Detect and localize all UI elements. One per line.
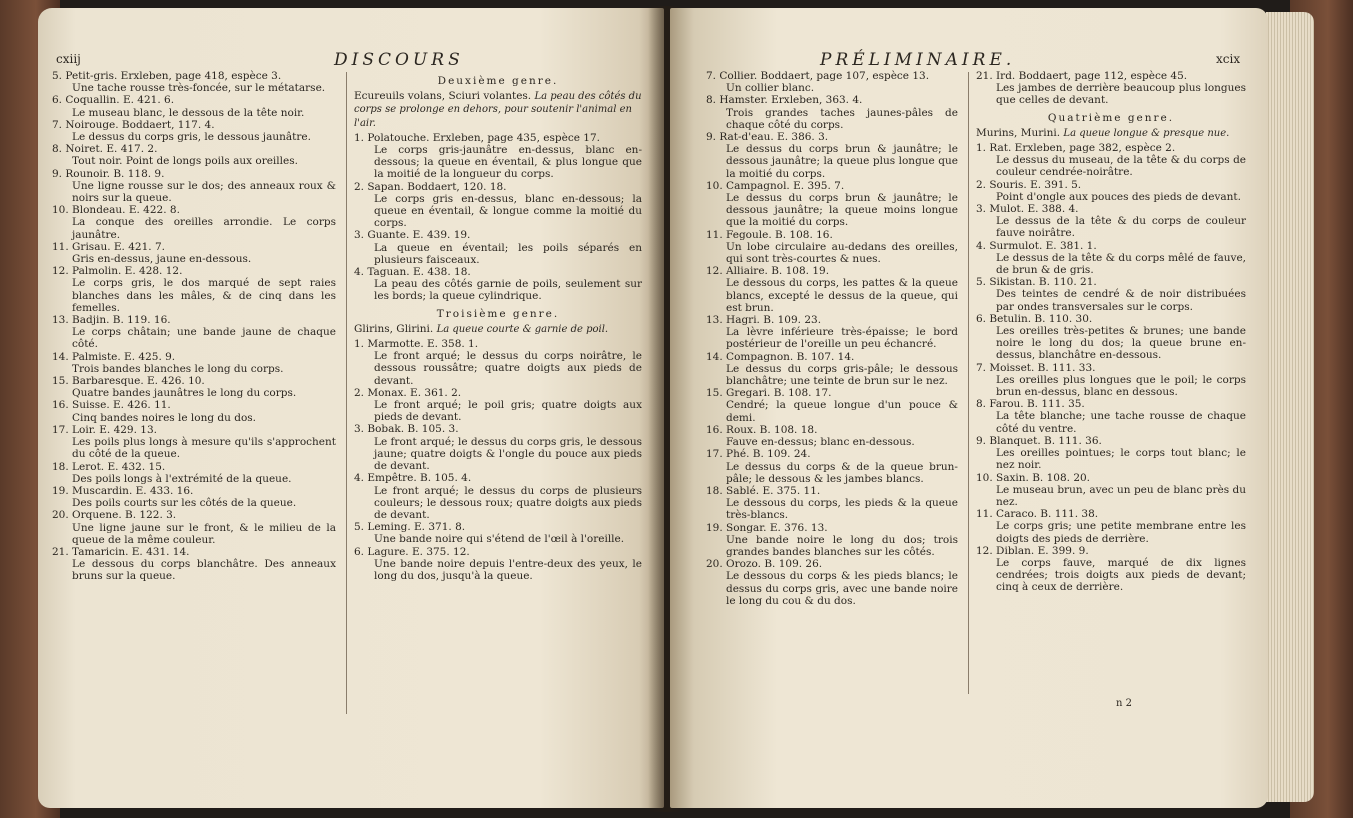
right-page — [670, 8, 1268, 808]
entry-description: Le museau brun, avec un peu de blanc près du nez. — [996, 483, 1246, 508]
entry — [52, 314, 336, 351]
entry — [52, 94, 336, 118]
entry-description: La lèvre inférieure très-épaisse; le bord postérieur de l'oreille un peu échancré. — [726, 326, 958, 351]
entry-heading: 18. Sablé. E. 375. 11. — [706, 484, 821, 497]
entry-heading: 17. Phé. B. 109. 24. — [706, 448, 811, 461]
entry — [52, 424, 336, 461]
entry-description: Les poils plus longs à mesure qu'ils s'approchent du côté de la queue. — [72, 436, 336, 461]
entry — [706, 131, 958, 180]
entry-description: Le dessus du museau, de la tête & du corps de couleur cendrée-noirâtre. — [996, 154, 1246, 179]
entry-description: Le dessus du corps brun & jaunâtre; le dessous jaunâtre; la queue plus longue que la moitié du corps. — [726, 143, 958, 180]
entry — [52, 546, 336, 583]
entry-description: Une bande noire qui s'étend de l'œil à l'oreille. — [374, 533, 625, 546]
entry — [976, 545, 1246, 594]
entry-description: Des poils courts sur les côtés de la queue. — [72, 497, 297, 510]
left-column-2 — [354, 70, 642, 582]
entry-description: La conque des oreilles arrondie. Le corps jaunâtre. — [72, 216, 336, 241]
entry — [52, 119, 336, 143]
genus-intro — [354, 90, 642, 130]
entry — [976, 70, 1246, 107]
entry-heading: 10. Blondeau. E. 422. 8. — [52, 204, 180, 217]
entry-description: Les oreilles plus longues que le poil; le corps brun en-dessus, blanc en dessous. — [996, 373, 1246, 399]
entry-description: Le dessus du corps gris, le dessous jaunâtre. — [72, 131, 311, 144]
right-column-1 — [706, 70, 958, 607]
left-page-number: cxiij — [56, 52, 81, 66]
entry-heading: 2. Sapan. Boddaert, 120. 18. — [354, 180, 507, 193]
entry-description: Des teintes de cendré & de noir distribuées par ondes transversales sur le corps. — [996, 288, 1246, 313]
entry-description: Tout noir. Point de longs poils aux oreilles. — [72, 155, 298, 168]
entry — [976, 362, 1246, 399]
entry-description: Le corps châtain; une bande jaune de chaque côté. — [72, 326, 336, 351]
entry-heading: 14. Palmiste. E. 425. 9. — [52, 350, 176, 363]
entry-heading: 5. Sikistan. B. 110. 21. — [976, 276, 1097, 289]
entry-description: Trois grandes taches jaunes-pâles de chaque côté du corps. — [726, 106, 958, 131]
entry-description: Des poils longs à l'extrémité de la queue. — [72, 472, 292, 485]
entry-heading: 19. Muscardin. E. 433. 16. — [52, 484, 194, 497]
entry-heading: 20. Orquene. B. 122. 3. — [52, 509, 177, 522]
entry-description: Une bande noire le long du dos; trois grandes bandes blanches sur les côtés. — [726, 533, 958, 558]
entry-heading: 2. Monax. E. 361. 2. — [354, 386, 462, 399]
entry — [706, 448, 958, 485]
entry-heading: 16. Roux. B. 108. 18. — [706, 423, 818, 436]
entry-heading: 1. Rat. Erxleben, page 382, espèce 2. — [976, 142, 1176, 155]
right-running-title: PRÉLIMINAIRE. — [820, 50, 1016, 70]
entry — [706, 265, 958, 314]
left-column-1 — [52, 70, 336, 583]
entry-description: Une bande noire depuis l'entre-deux des yeux, le long du dos, jusqu'à la queue. — [374, 557, 642, 582]
entry-heading: 20. Orozo. B. 109. 26. — [706, 558, 823, 571]
entry-description: Le dessous du corps & les pieds blancs; le dessus du corps gris, avec une bande noire le long du cou & du dos. — [726, 570, 958, 607]
entry — [354, 423, 642, 472]
genus-description: La queue courte & garnie de poil. — [436, 323, 609, 335]
entry-heading: 18. Lerot. E. 432. 15. — [52, 460, 166, 473]
entry — [706, 387, 958, 424]
entry-description: Le dessous du corps, les pieds & la queue très-blancs. — [726, 497, 958, 522]
entry — [976, 179, 1246, 203]
column-rule — [346, 72, 347, 714]
entry — [52, 143, 336, 167]
entry-description: Le corps gris-jaunâtre en-dessus, blanc en-dessous; la queue en éventail, & plus longue que la moitié de la longueur du corps. — [374, 144, 642, 181]
entry-heading: 4. Taguan. E. 438. 18. — [354, 266, 471, 279]
entry — [976, 142, 1246, 179]
entry — [52, 168, 336, 205]
entry-description: La peau des côtés garnie de poils, seulement sur les bords; la queue cylindrique. — [374, 278, 642, 303]
entry-heading: 9. Rounoir. B. 118. 9. — [52, 167, 165, 180]
right-column-2 — [976, 70, 1246, 594]
entry-description: Le dessous du corps, les pattes & la queue blancs, excepté le dessus de la queue, qui est brun. — [726, 277, 958, 314]
entry-description: Cinq bandes noires le long du dos. — [72, 411, 257, 424]
entry — [52, 351, 336, 375]
column-rule — [968, 72, 969, 694]
entry — [706, 424, 958, 448]
entry — [52, 241, 336, 265]
entry-description: Les oreilles pointues; le corps tout blanc; le nez noir. — [996, 447, 1246, 472]
entry — [354, 338, 642, 387]
entry-description: Le dessus de la tête & du corps de couleur fauve noirâtre. — [996, 215, 1246, 240]
entry-heading: 21. Tamaricin. E. 431. 14. — [52, 545, 190, 558]
genus-description: La queue longue & presque nue. — [1063, 127, 1230, 139]
entry-heading: 5. Leming. E. 371. 8. — [354, 521, 466, 534]
entry-description: Le front arqué; le dessus du corps gris, le dessous jaune; quatre doigts & l'ongle du pouce aux pieds de devant. — [374, 435, 642, 473]
entry-description: Le dessus du corps gris-pâle; le dessous blanchâtre; une teinte de brun sur le nez. — [726, 362, 958, 388]
entry-description: Le front arqué; le poil gris; quatre doigts aux pieds de devant. — [374, 399, 642, 424]
entry — [354, 181, 642, 230]
entry — [52, 204, 336, 241]
entry — [706, 485, 958, 522]
entry — [976, 508, 1246, 545]
entry-description: Le dessous du corps blanchâtre. Des anneaux bruns sur la queue. — [72, 558, 336, 583]
entry-heading: 4. Surmulot. E. 381. 1. — [976, 239, 1097, 252]
entry-heading: 12. Palmolin. E. 428. 12. — [52, 265, 183, 278]
entry-description: Une ligne jaune sur le front, & le milieu de la queue de la même couleur. — [72, 521, 336, 546]
entry-heading: 8. Hamster. Erxleben, 363. 4. — [706, 94, 863, 107]
entry-heading: 10. Campagnol. E. 395. 7. — [706, 179, 845, 192]
entry-heading: 3. Mulot. E. 388. 4. — [976, 203, 1079, 216]
entry-heading: 13. Badjin. B. 119. 16. — [52, 314, 171, 327]
entry-description: Le dessus du corps & de la queue brun-pâle; le dessous & les jambes blancs. — [726, 460, 958, 485]
entry — [706, 314, 958, 351]
entry — [354, 546, 642, 583]
entry-description: Les jambes de derrière beaucoup plus longues que celles de devant. — [996, 82, 1246, 107]
entry-heading: 8. Noiret. E. 417. 2. — [52, 143, 158, 156]
entry-description: Quatre bandes jaunâtres le long du corps. — [72, 387, 297, 400]
entry-heading: 3. Guante. E. 439. 19. — [354, 229, 471, 242]
entry-description: Le corps gris; une petite membrane entre les doigts des pieds de derrière. — [996, 520, 1246, 545]
entry — [976, 313, 1246, 362]
entry-heading: 12. Diblan. E. 399. 9. — [976, 544, 1089, 557]
entry-heading: 11. Grisau. E. 421. 7. — [52, 240, 165, 253]
genus-name: Murins, Murini. — [976, 126, 1061, 139]
signature-mark: n 2 — [1116, 698, 1132, 709]
entry-description: La tête blanche; une tache rousse de chaque côté du ventre. — [996, 410, 1246, 435]
entry-heading: 9. Blanquet. B. 111. 36. — [976, 434, 1102, 447]
entry-description: Gris en-dessus, jaune en-dessous. — [72, 253, 252, 266]
entry — [354, 472, 642, 521]
genus-intro — [354, 323, 642, 336]
entry-description: Trois bandes blanches le long du corps. — [72, 362, 284, 375]
entry-heading: 15. Barbaresque. E. 426. 10. — [52, 375, 205, 388]
entry-heading: 9. Rat-d'eau. E. 386. 3. — [706, 131, 829, 144]
entry — [976, 276, 1246, 313]
genus-heading: Quatrième genre. — [1047, 111, 1175, 124]
left-running-title: DISCOURS — [334, 50, 464, 70]
entry-description: Cendré; la queue longue d'un pouce & demi. — [726, 399, 958, 424]
entry-heading: 7. Moisset. B. 111. 33. — [976, 361, 1096, 374]
entry — [976, 435, 1246, 472]
entry — [706, 351, 958, 388]
genus-name: Glirins, Glirini. — [354, 322, 434, 335]
entry-heading: 1. Marmotte. E. 358. 1. — [354, 338, 479, 351]
page-edges — [1266, 12, 1314, 802]
entry-description: Une ligne rousse sur le dos; des anneaux roux & noirs sur la queue. — [72, 179, 336, 205]
entry — [52, 485, 336, 509]
entry-description: Point d'ongle aux pouces des pieds de devant. — [996, 190, 1241, 203]
entry-heading: 6. Coquallin. E. 421. 6. — [52, 94, 175, 107]
entry — [976, 472, 1246, 509]
entry-heading: 5. Petit-gris. Erxleben, page 418, espèce 3. — [52, 70, 282, 82]
entry-description: Un collier blanc. — [726, 82, 815, 95]
entry — [354, 132, 642, 181]
entry — [706, 522, 958, 559]
entry — [52, 509, 336, 546]
entry — [706, 180, 958, 229]
entry-description: Un lobe circulaire au-dedans des oreilles, qui sont très-courtes & nues. — [726, 240, 958, 266]
entry-heading: 14. Compagnon. B. 107. 14. — [706, 350, 855, 363]
entry — [52, 265, 336, 314]
entry-heading: 11. Fegoule. B. 108. 16. — [706, 228, 833, 241]
entry-description: La queue en éventail; les poils séparés en plusieurs faisceaux. — [374, 241, 642, 266]
entry-heading: 19. Songar. E. 376. 13. — [706, 521, 828, 534]
entry-heading: 13. Hagri. B. 109. 23. — [706, 314, 822, 327]
entry-description: Le corps gris en-dessus, blanc en-dessous; la queue en éventail, & longue comme la moitié du corps. — [374, 192, 642, 230]
entry-description: Le museau blanc, le dessous de la tête noir. — [72, 106, 305, 119]
entry-heading: 2. Souris. E. 391. 5. — [976, 178, 1082, 191]
entry — [52, 399, 336, 423]
entry — [706, 70, 958, 94]
entry-description: Le front arqué; le dessus du corps noirâtre, le dessous roussâtre; quatre doigts aux pieds de devant. — [374, 350, 642, 387]
entry-description: Les oreilles très-petites & brunes; une bande noire le long du dos; la queue brune en-dessus, blanchâtre en-dessous. — [996, 325, 1246, 362]
entry — [354, 229, 642, 266]
entry — [354, 387, 642, 424]
entry-description: Le dessus de la tête & du corps mêlé de fauve, de brun & de gris. — [996, 251, 1246, 277]
entry-heading: 7. Collier. Boddaert, page 107, espèce 13. — [706, 70, 930, 82]
entry-description: Le corps fauve, marqué de dix lignes cendrées; trois doigts aux pieds de devant; cinq à ceux de derrière. — [996, 556, 1246, 594]
genus-intro — [976, 127, 1246, 140]
entry-description: Le corps gris, le dos marqué de sept raies blanches dans les mâles, & de cinq dans les femelles. — [72, 277, 336, 314]
entry-heading: 4. Empêtre. B. 105. 4. — [354, 472, 472, 485]
entry-heading: 6. Betulin. B. 110. 30. — [976, 312, 1093, 325]
genus-name: Ecureuils volans, Sciuri volantes. — [354, 90, 532, 103]
entry — [52, 375, 336, 399]
entry — [354, 266, 642, 303]
genus-description: La peau des côtés du corps se prolonge en dehors, pour soutenir l'animal en l'air. — [354, 91, 642, 129]
entry-heading: 7. Noirouge. Boddaert, 117. 4. — [52, 118, 215, 131]
entry-heading: 12. Alliaire. B. 108. 19. — [706, 265, 830, 278]
genus-heading: Troisième genre. — [436, 307, 560, 320]
entry — [354, 521, 642, 545]
entry-heading: 10. Saxin. B. 108. 20. — [976, 471, 1091, 484]
left-page — [38, 8, 664, 808]
entry-heading: 21. Ird. Boddaert, page 112, espèce 45. — [976, 70, 1188, 82]
entry-heading: 8. Farou. B. 111. 35. — [976, 398, 1085, 411]
entry — [52, 461, 336, 485]
entry-description: Le dessus du corps brun & jaunâtre; le dessous jaunâtre; la queue moins longue que la moitié du corps. — [726, 192, 958, 229]
right-page-number: xcix — [1216, 52, 1241, 66]
entry-heading: 3. Bobak. B. 105. 3. — [354, 423, 459, 436]
entry — [976, 398, 1246, 435]
entry — [706, 94, 958, 131]
entry-heading: 15. Gregari. B. 108. 17. — [706, 387, 832, 400]
entry — [706, 229, 958, 266]
entry-heading: 11. Caraco. B. 111. 38. — [976, 508, 1099, 521]
entry-description: Une tache rousse très-foncée, sur le métatarse. — [72, 82, 326, 95]
genus-heading: Deuxième genre. — [437, 75, 559, 87]
entry — [976, 240, 1246, 277]
entry-heading: 17. Loir. E. 429. 13. — [52, 423, 157, 436]
entry — [976, 203, 1246, 240]
entry-heading: 6. Lagure. E. 375. 12. — [354, 545, 470, 558]
entry-description: Le front arqué; le dessus du corps de plusieurs couleurs; le dessous roux; quatre doigts aux pieds de devant. — [374, 484, 642, 521]
entry — [706, 558, 958, 607]
entry-heading: 16. Suisse. E. 426. 11. — [52, 399, 171, 412]
entry-description: Fauve en-dessus; blanc en-dessous. — [726, 436, 915, 449]
entry — [52, 70, 336, 94]
entry-heading: 1. Polatouche. Erxleben, page 435, espèce 17. — [354, 131, 600, 144]
